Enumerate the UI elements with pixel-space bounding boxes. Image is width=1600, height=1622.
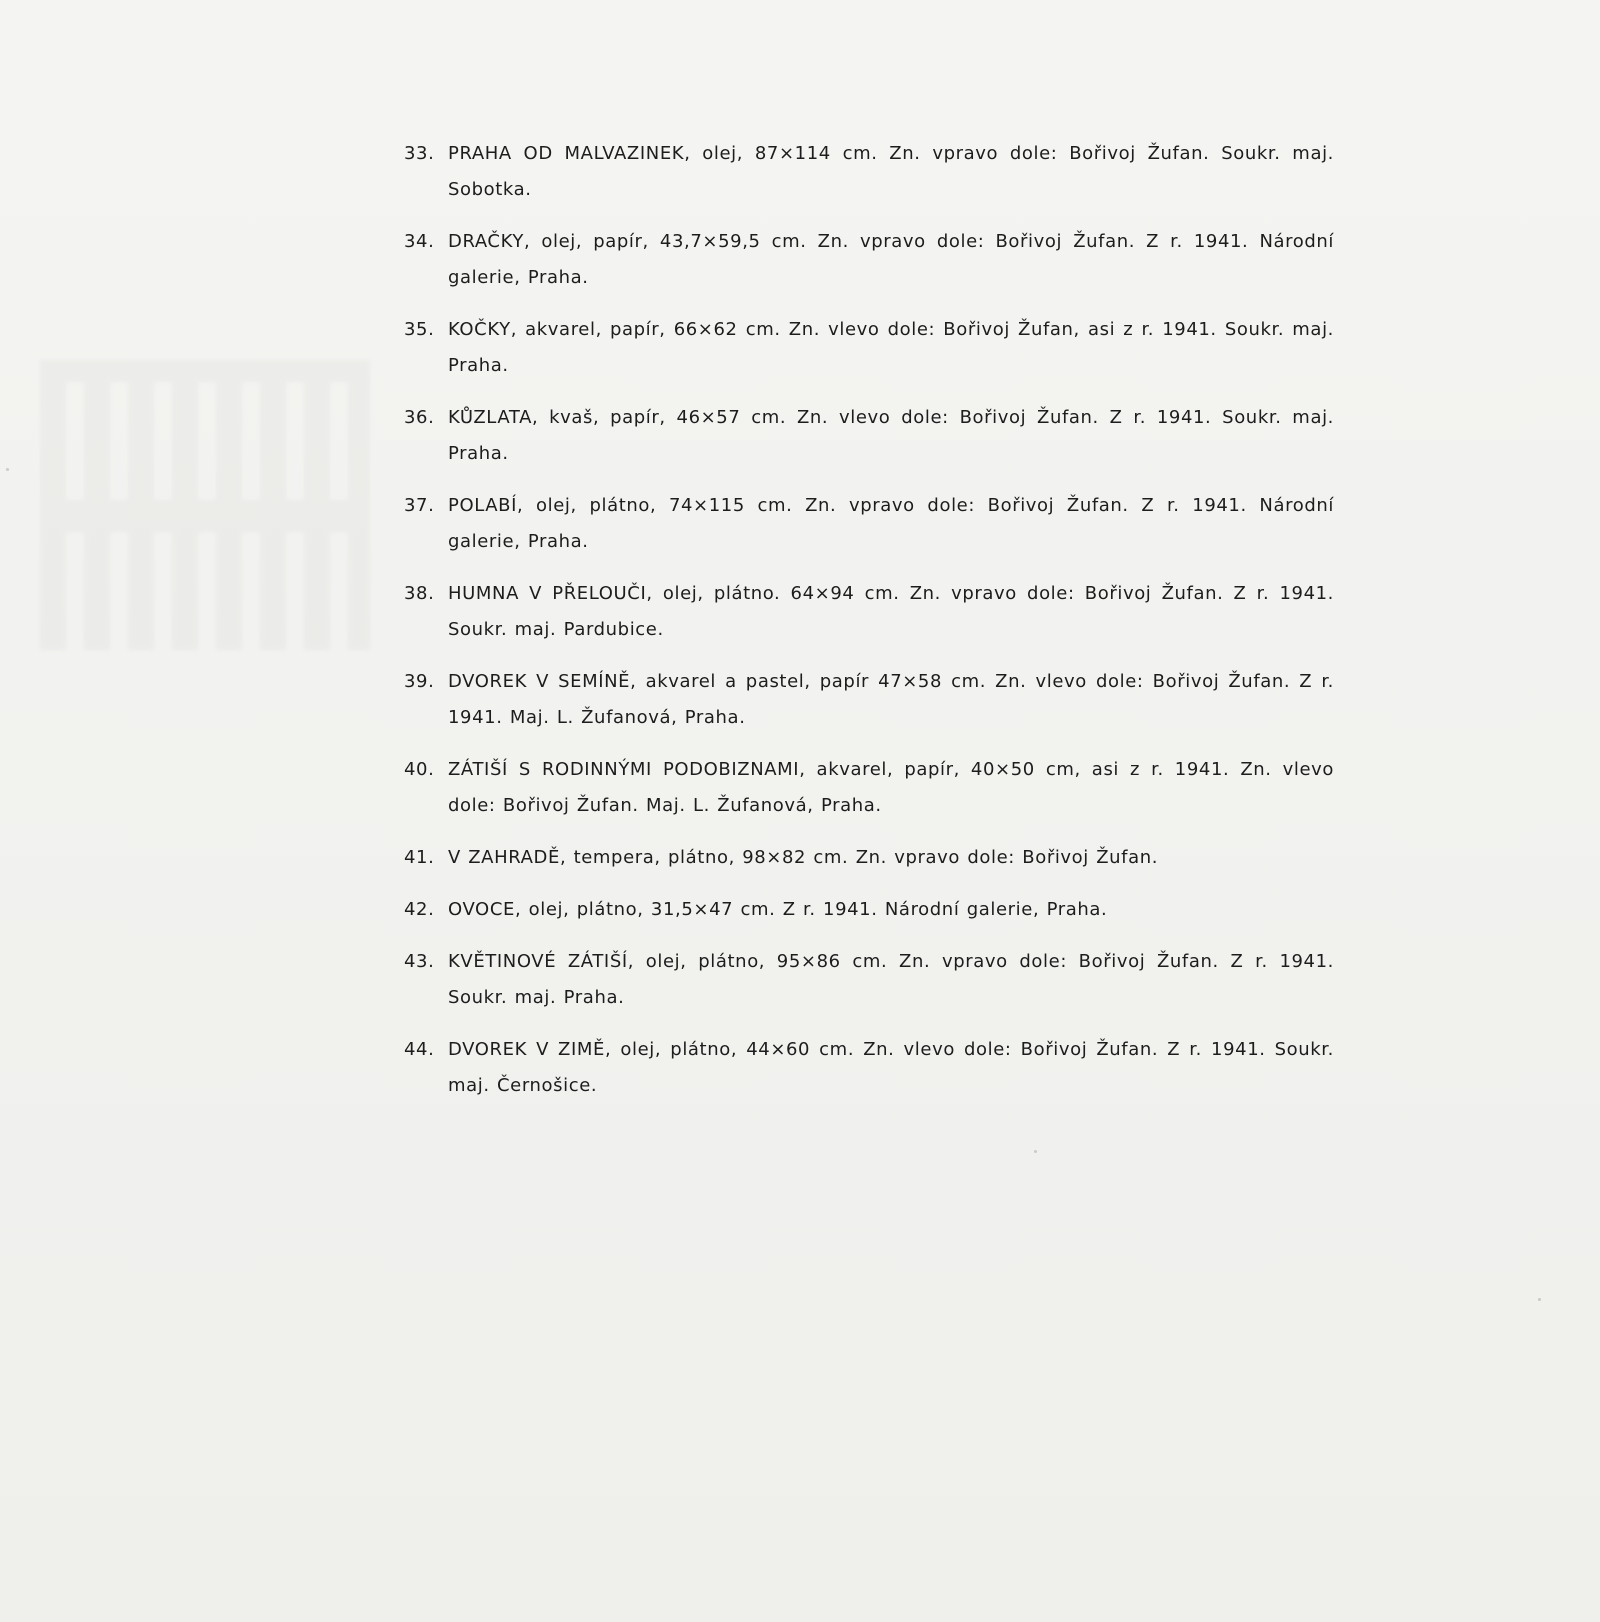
entry-number: 34. — [404, 231, 435, 252]
entry-details: olej, 87×114 cm. Zn. vpravo dole: Bořivoj Žufan. Soukr. maj. Sobotka. — [448, 143, 1334, 200]
catalog-entry — [404, 576, 1334, 648]
entry-number: 33. — [404, 143, 435, 164]
paper-speck — [6, 468, 9, 471]
entry-number: 40. — [404, 759, 435, 780]
catalog-entry — [404, 224, 1334, 296]
entry-title: V ZAHRADĚ, — [448, 847, 567, 868]
entry-number: 42. — [404, 899, 435, 920]
entry-title: PRAHA OD MALVAZINEK, — [448, 143, 691, 164]
entry-details: akvarel a pastel, papír 47×58 cm. Zn. vlevo dole: Bořivoj Žufan. Z r. 1941. Maj. L. Žufanová, Praha. — [448, 671, 1334, 728]
catalog-entry — [404, 944, 1334, 1016]
entry-number: 38. — [404, 583, 435, 604]
entry-details: kvaš, papír, 46×57 cm. Zn. vlevo dole: Bořivoj Žufan. Z r. 1941. Soukr. maj. Praha. — [448, 407, 1334, 464]
entry-number: 44. — [404, 1039, 435, 1060]
catalog-entry — [404, 312, 1334, 384]
entry-title: KŮZLATA, — [448, 407, 539, 428]
entry-details: akvarel, papír, 66×62 cm. Zn. vlevo dole: Bořivoj Žufan, asi z r. 1941. Soukr. maj. Praha. — [448, 319, 1334, 376]
entry-number: 37. — [404, 495, 435, 516]
entry-details: olej, plátno, 74×115 cm. Zn. vpravo dole: Bořivoj Žufan. Z r. 1941. Národní galerie, Praha. — [448, 495, 1334, 552]
entry-number: 36. — [404, 407, 435, 428]
entry-details: tempera, plátno, 98×82 cm. Zn. vpravo dole: Bořivoj Žufan. — [566, 847, 1159, 868]
catalog-entry — [404, 488, 1334, 560]
paper-speck — [1034, 1150, 1037, 1153]
entry-number: 41. — [404, 847, 435, 868]
bleed-through-mark — [40, 360, 370, 650]
entry-title: DRAČKY, — [448, 231, 531, 252]
catalog-entry — [404, 400, 1334, 472]
entry-details: olej, plátno, 95×86 cm. Zn. vpravo dole: Bořivoj Žufan. Z r. 1941. Soukr. maj. Praha. — [448, 951, 1334, 1008]
entry-title: ZÁTIŠÍ S RODINNÝMI PODOBIZNAMI, — [448, 759, 806, 780]
entry-title: OVOCE, — [448, 899, 522, 920]
entry-details: olej, plátno, 31,5×47 cm. Z r. 1941. Národní galerie, Praha. — [521, 899, 1108, 920]
entry-title: DVOREK V ZIMĚ, — [448, 1039, 612, 1060]
catalog-list — [404, 136, 1334, 1120]
entry-details: akvarel, papír, 40×50 cm, asi z r. 1941. Zn. vlevo dole: Bořivoj Žufan. Maj. L. Žufanová, Praha. — [448, 759, 1334, 816]
entry-title: POLABÍ, — [448, 495, 524, 516]
entry-title: HUMNA V PŘELOUČI, — [448, 583, 653, 604]
entry-details: olej, plátno. 64×94 cm. Zn. vpravo dole: Bořivoj Žufan. Z r. 1941. Soukr. maj. Pardubice. — [448, 583, 1334, 640]
catalog-entry — [404, 752, 1334, 824]
paper-speck — [1538, 1298, 1541, 1301]
catalog-entry — [404, 840, 1334, 876]
entry-title: KOČKY, — [448, 319, 518, 340]
catalog-entry — [404, 136, 1334, 208]
entry-details: olej, plátno, 44×60 cm. Zn. vlevo dole: Bořivoj Žufan. Z r. 1941. Soukr. maj. Černošice. — [448, 1039, 1334, 1096]
entry-number: 35. — [404, 319, 435, 340]
entry-title: KVĚTINOVÉ ZÁTIŠÍ, — [448, 951, 635, 972]
entry-number: 39. — [404, 671, 435, 692]
entry-details: olej, papír, 43,7×59,5 cm. Zn. vpravo dole: Bořivoj Žufan. Z r. 1941. Národní galerie, Praha. — [448, 231, 1334, 288]
entry-number: 43. — [404, 951, 435, 972]
entry-title: DVOREK V SEMÍNĚ, — [448, 671, 637, 692]
catalog-entry — [404, 892, 1334, 928]
catalog-entry — [404, 1032, 1334, 1104]
catalog-entry — [404, 664, 1334, 736]
